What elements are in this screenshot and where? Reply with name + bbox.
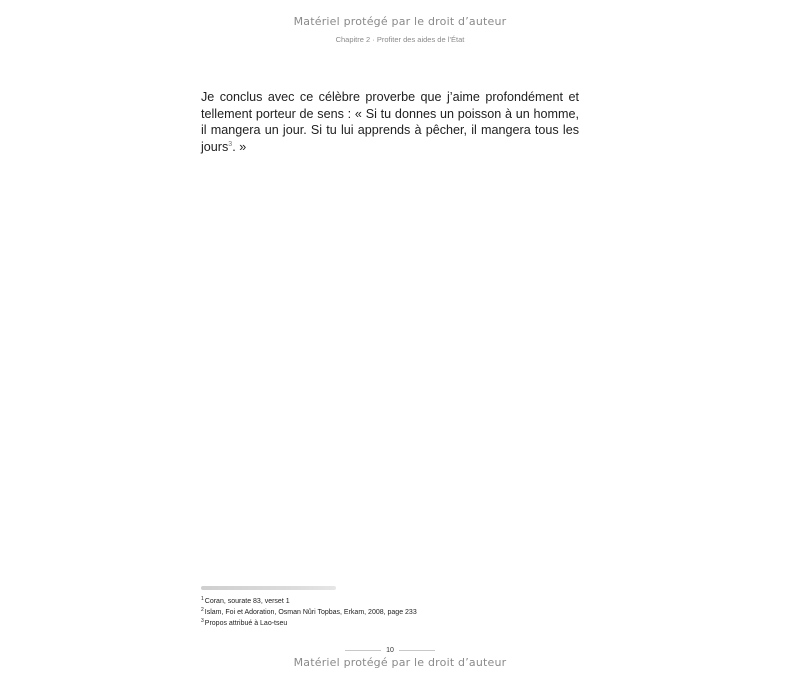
footnote-text: Islam, Foi et Adoration, Osman Nûri Topbas, Erkam, 2008, page 233 xyxy=(204,609,417,616)
footnote-reference[interactable]: 3 xyxy=(228,140,233,148)
footnote-text: Propos attribué à Lao-tseu xyxy=(204,620,288,627)
footnote-item xyxy=(201,596,581,607)
footnote-text: Coran, sourate 83, verset 1 xyxy=(204,598,290,605)
footnote-item xyxy=(201,618,581,629)
footnote-number: 1 xyxy=(201,596,204,602)
running-header: Chapitre 2 · Profiter des aides de l’État xyxy=(335,35,465,44)
page-number-rule-left xyxy=(345,650,381,651)
page-number-rule-right xyxy=(399,650,435,651)
paragraph-text: Je conclus avec ce célèbre proverbe que j’aime profondément et tellement porteur de sens : « Si tu donnes un poisson à un homme, il mangera un jour. Si tu lui apprends à pêcher, il mangera tous les jours xyxy=(201,90,579,154)
footnote-number: 3 xyxy=(201,618,204,624)
footnote-item xyxy=(201,607,581,618)
page-number: 10 xyxy=(386,646,394,654)
paragraph-end: . » xyxy=(232,139,247,154)
footnote-separator xyxy=(201,586,336,590)
footnote-number: 2 xyxy=(201,607,204,613)
copyright-watermark-top: Matériel protégé par le droit d’auteur xyxy=(293,15,507,28)
body-paragraph xyxy=(201,89,579,155)
copyright-watermark-bottom: Matériel protégé par le droit d’auteur xyxy=(293,656,507,669)
footnotes-list xyxy=(201,596,581,629)
page-number-block xyxy=(340,645,440,655)
